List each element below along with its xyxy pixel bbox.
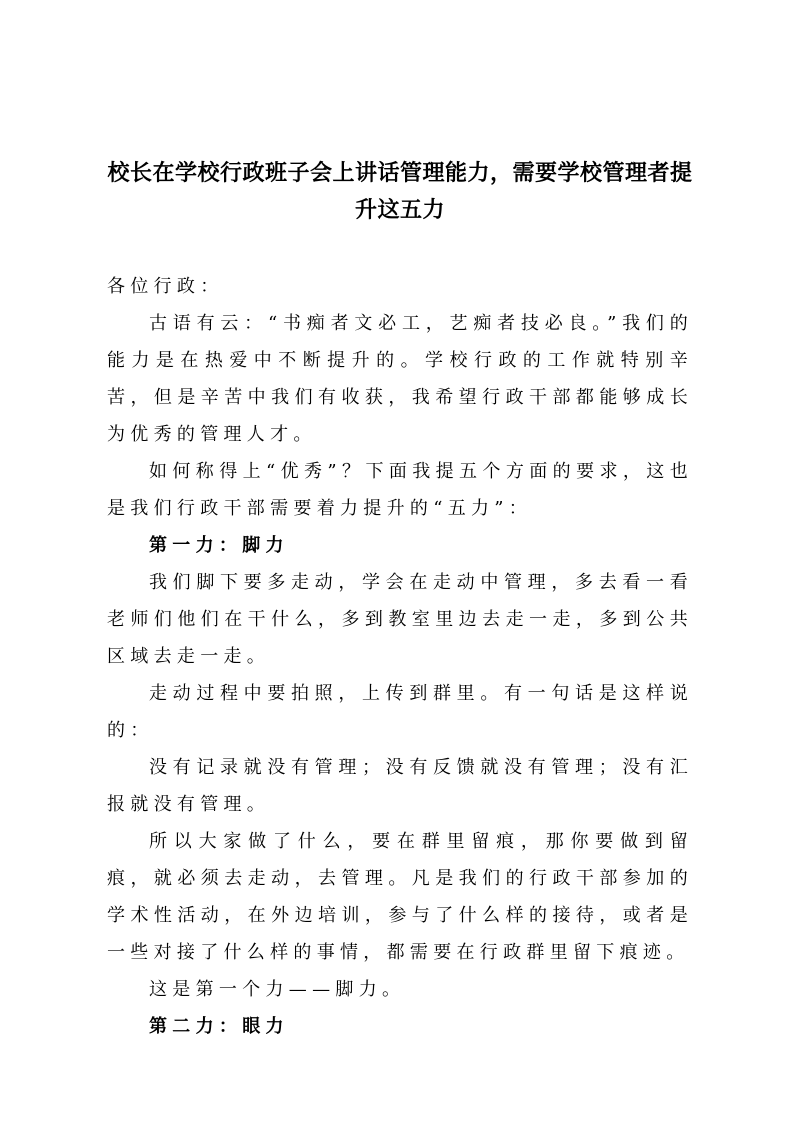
paragraph: 所以大家做了什么，要在群里留痕，那你要做到留痕，就必须去走动，去管理。凡是我们的行政干部参加的学术性活动，在外边培训，参与了什么样的接待，或者是一些对接了什么样的事情，都需要在行政群里留下痕迹。 xyxy=(107,831,693,963)
document-title: 校长在学校行政班子会上讲话管理能力，需要学校管理者提升这五力 xyxy=(107,161,693,223)
paragraph: 没有记录就没有管理；没有反馈就没有管理；没有汇报就没有管理。 xyxy=(107,757,693,815)
paragraph: 如何称得上“优秀”？下面我提五个方面的要求，这也是我们行政干部需要着力提升的“五力”： xyxy=(107,461,693,519)
paragraph: 古语有云：“书痴者文必工，艺痴者技必良。”我们的能力是在热爱中不断提升的。学校行政的工作就特别辛苦，但是辛苦中我们有收获，我希望行政干部都能够成长为优秀的管理人才。 xyxy=(107,313,693,445)
salutation: 各位行政： xyxy=(107,276,224,297)
paragraph: 走动过程中要拍照，上传到群里。有一句话是这样说的： xyxy=(107,683,693,741)
paragraph: 这是第一个力——脚力。 xyxy=(149,979,406,1000)
section-heading-footwork: 第一力：脚力 xyxy=(149,535,289,556)
document-body xyxy=(107,268,693,1045)
paragraph: 我们脚下要多走动，学会在走动中管理，多去看一看老师们他们在干什么，多到教室里边去走一走，多到公共区域去走一走。 xyxy=(107,572,693,667)
section-heading-eyesight: 第二力：眼力 xyxy=(149,1016,289,1037)
